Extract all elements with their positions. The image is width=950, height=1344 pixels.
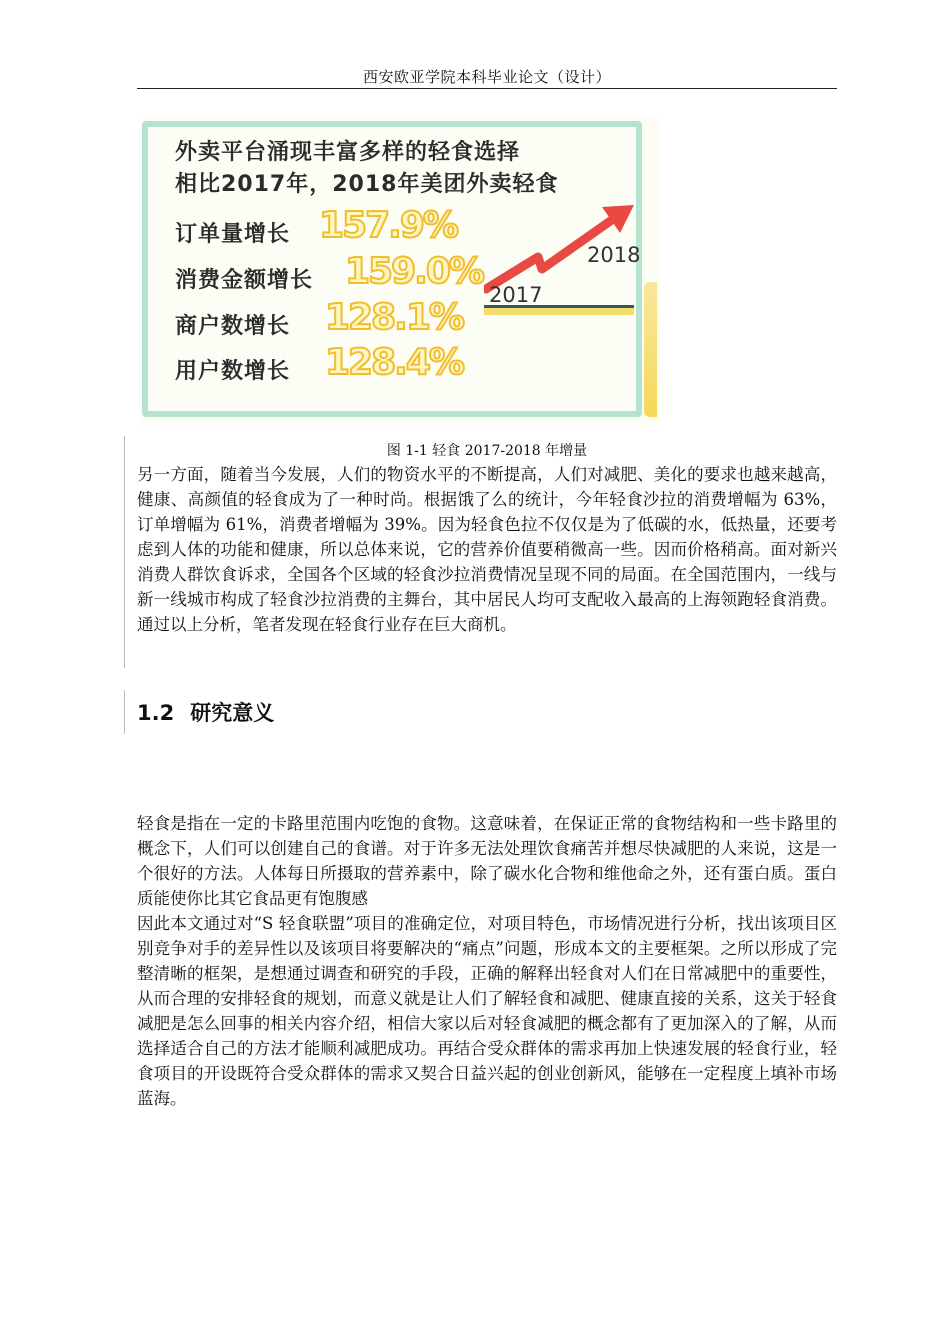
stat-label-orders: 订单量增长 <box>175 222 291 247</box>
revision-bar <box>124 690 125 734</box>
year-end-label: 2018 <box>587 243 641 267</box>
stat-label-users: 用户数增长 <box>175 359 291 384</box>
body-paragraph-2 <box>137 811 837 1111</box>
paragraph-text: 轻食是指在一定的卡路里范围内吃饱的食物。这意味着，在保证正常的食物结构和一些卡路里的概念下，人们可以创建自己的食谱。对于许多无法处理饮食痛苦并想尽快减肥的人来说，这是一个很好的方法。人体每日所摄取的营养素中，除了碳水化合物和维他命之外，还有蛋白质。蛋白质能使你比其它食品更有饱腹感 <box>137 814 837 908</box>
body-paragraph-1 <box>137 462 837 637</box>
paragraph-text: 另一方面，随着当今发展，人们的物资水平的不断提高，人们对减肥、美化的要求也越来越高，健康、高颜值的轻食成为了一种时尚。根据饿了么的统计，今年轻食沙拉的消费增幅为 63%，订单增幅为 61%，消费者增幅为 39%。因为轻食色拉不仅仅是为了低碳的水，低热量，还要考虑到人体的功能和健康，所以总体来说，它的营养价值要稍微高一些。因而价格稍高。面对新兴消费人群饮食诉求，全国各个区域的轻食沙拉消费情况呈现不同的局面。在全国范围内，一线与新一线城市构成了轻食沙拉消费的主舞台，其中居民人均可支配收入最高的上海领跑轻食消费。通过以上分析，笔者发现在轻食行业存在巨大商机。 <box>137 465 837 634</box>
year-start-label: 2017 <box>489 283 543 307</box>
figure-title-line2: 相比2017年，2018年美团外卖轻食 <box>175 172 559 197</box>
section-number: 1.2 <box>137 701 175 725</box>
figure-1-1 <box>139 117 659 425</box>
figure-decoration <box>644 282 657 417</box>
section-heading <box>137 697 274 727</box>
stat-value-spending: 159.0% <box>345 251 483 292</box>
stat-label-spending: 消费金额增长 <box>175 268 314 293</box>
stat-label-merchants: 商户数增长 <box>175 314 291 339</box>
revision-bar <box>124 436 125 668</box>
figure-title-line1: 外卖平台涌现丰富多样的轻食选择 <box>175 140 521 165</box>
paragraph-text: 因此本文通过对“S 轻食联盟”项目的准确定位，对项目特色，市场情况进行分析，找出该项目区别竞争对手的差异性以及该项目将要解决的“痛点”问题，形成本文的主要框架。之所以形成了完整清晰的框架，是想通过调查和研究的手段，正确的解释出轻食对人们在日常减肥中的重要性，从而合理的安排轻食的规划，而意义就是让人们了解轻食和减肥、健康直接的关系，这关于轻食减肥是怎么回事的相关内容介绍，相信大家以后对轻食减肥的概念都有了更加深入的了解，从而选择适合自己的方法才能顺利减肥成功。再结合受众群体的需求再加上快速发展的轻食行业，轻食项目的开设既符合受众群体的需求又契合日益兴起的创业创新风，能够在一定程度上填补市场蓝海。 <box>137 914 837 1108</box>
stat-value-users: 128.4% <box>325 342 463 383</box>
section-title: 研究意义 <box>190 701 275 725</box>
stat-value-merchants: 128.1% <box>325 297 463 338</box>
running-header: 西安欧亚学院本科毕业论文（设计） <box>362 68 611 86</box>
header-rule <box>137 88 837 89</box>
stat-value-orders: 157.9% <box>319 205 457 246</box>
figure-caption: 图 1-1 轻食 2017-2018 年增量 <box>386 443 588 459</box>
